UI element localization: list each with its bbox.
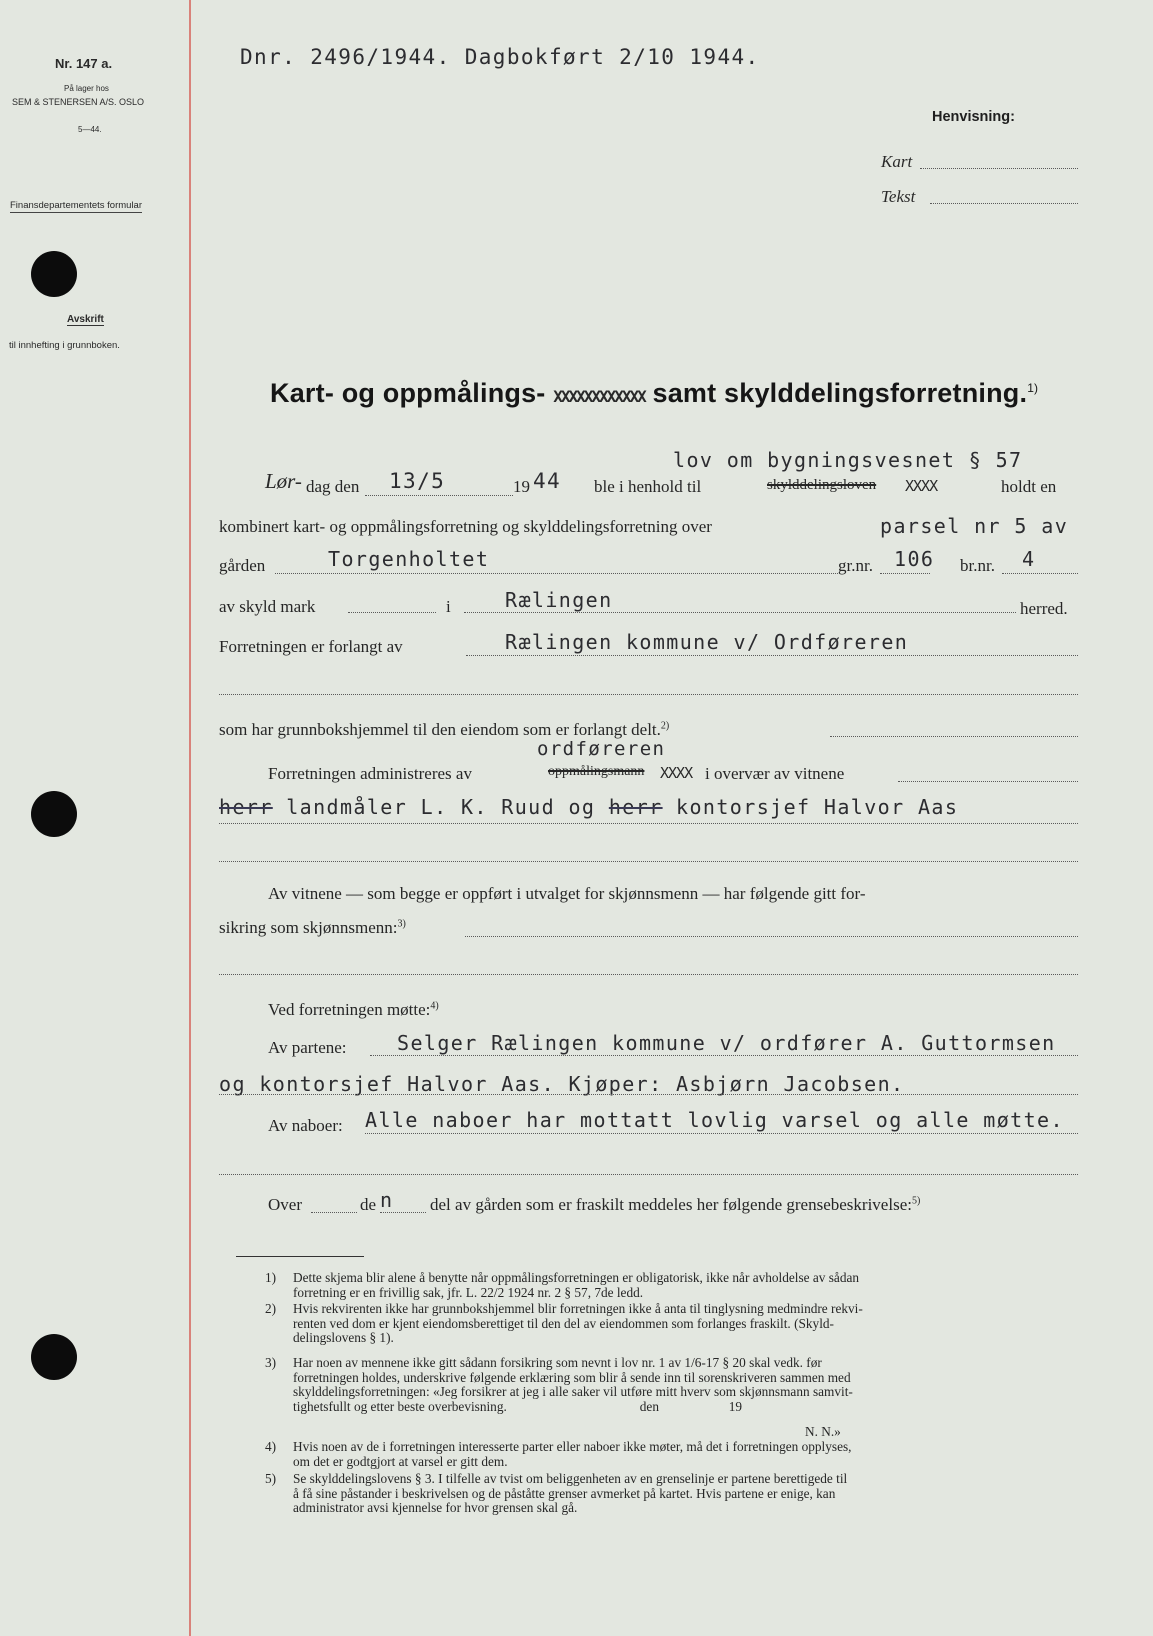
- mott-label-body: Ved forretningen møtte:: [268, 1000, 431, 1019]
- footnote-line: Se skylddelingslovens § 3. I tilfelle av tvist om beliggenheten av en grenselinje er partene berettigede til: [293, 1471, 848, 1486]
- grense-footnote-mark: 5): [911, 1195, 921, 1207]
- witness-line2: [219, 823, 1078, 824]
- footnote-line: om det er godtgjort at varsel er gitt dem.: [293, 1453, 508, 1469]
- brnr-line: [1002, 573, 1078, 574]
- law-insert: lov om bygningsvesnet § 57: [673, 448, 1023, 472]
- title-part1: Kart- og oppmålings-: [270, 378, 546, 408]
- footnote-line: administrator avsi kjennelse for hvor grensen skal gå.: [293, 1500, 578, 1515]
- footnote-line: delingslovens § 1).: [293, 1330, 394, 1345]
- requested-by: Rælingen kommune v/ Ordføreren: [505, 630, 909, 654]
- holdt-en-label: holdt en: [1001, 477, 1057, 496]
- witness-struck2: herr: [608, 795, 663, 819]
- witness-line3: [219, 861, 1078, 862]
- year-prefix: 19: [513, 477, 530, 496]
- date-value: 13/5: [389, 469, 446, 493]
- requested-line: [466, 655, 1078, 656]
- witness-label: i overvær av vitnene: [705, 764, 845, 783]
- footnote-line: forretningen holdes, underskrive følgende erklæring som blir å sende inn til sorenskriveren sammen med: [293, 1369, 851, 1385]
- title-struck: XXXXXXXXXXXX: [553, 387, 645, 406]
- grense-text-body: del av gården som er fraskilt meddeles her følgende grensebeskrivelse:: [430, 1195, 912, 1214]
- kombinert-text: kombinert kart- og oppmålingsforretning og skylddelingsforretning over: [219, 517, 712, 536]
- footnote-2: [265, 1302, 1085, 1346]
- naboer-label: Av naboer:: [268, 1116, 343, 1135]
- registry-line: Dnr. 2496/1944. Dagbokført 2/10 1944.: [240, 45, 760, 69]
- vitnene-blank-line: [219, 974, 1078, 975]
- publisher-line1: På lager hos: [64, 84, 109, 93]
- brnr-label: br.nr.: [960, 556, 995, 575]
- brnr-value: 4: [1022, 547, 1036, 571]
- footnote-line: å få sine påstander i beskrivelsen og de påståtte grenser avmerket på kartet. Hvis partene er enige, kan: [293, 1485, 836, 1501]
- mott-footnote-mark: 4): [430, 1000, 439, 1012]
- den-hand: n: [380, 1188, 394, 1212]
- footnote-1: [265, 1271, 1085, 1300]
- partene-label: Av partene:: [268, 1038, 347, 1057]
- footnote-4: [265, 1440, 1085, 1469]
- text-label: Tekst: [881, 187, 916, 206]
- admin-label: Forretningen administreres av: [268, 764, 472, 783]
- den-label: de: [360, 1195, 377, 1214]
- punch-hole: [31, 251, 77, 297]
- hjemmel-footnote-mark: 2): [660, 720, 670, 732]
- footnote-nn: N. N.»: [805, 1424, 841, 1439]
- naboer-value: Alle naboer har mottatt lovlig varsel og alle møtte.: [365, 1108, 1064, 1132]
- herred-label: herred.: [1020, 599, 1068, 618]
- over-label: Over: [268, 1195, 302, 1214]
- punch-hole: [31, 791, 77, 837]
- footnote-line: skylddelingsforretningen: «Jeg forsikrer at jeg i alle saker vil utføre mitt hverv som skjønnsmann samvit-: [293, 1384, 853, 1399]
- vitnene-line: [465, 936, 1078, 937]
- footnote-mark: 5): [265, 1471, 277, 1486]
- grnr-label: gr.nr.: [838, 556, 873, 575]
- copy-purpose: til innhefting i grunnboken.: [9, 340, 120, 351]
- title-part2: samt skylddelingsforretning.: [652, 378, 1028, 408]
- footnote-line: renten ved dom er kjent eiendomsberettiget til den del av eiendommen som forlanges fraskilt. (Skyld-: [293, 1315, 834, 1331]
- i-label: i: [446, 597, 451, 616]
- form-date: 5—44.: [78, 125, 102, 134]
- punch-hole: [31, 1334, 77, 1380]
- witness-1: landmåler L. K. Ruud og: [286, 795, 596, 819]
- form-number: Nr. 147 a.: [55, 56, 113, 71]
- footnote-separator: [236, 1256, 364, 1257]
- vitnene-line2: [219, 918, 406, 938]
- margin-rule: [189, 0, 191, 1636]
- map-label: Kart: [881, 152, 913, 171]
- publisher-line2: SEM & STENERSEN A/S. OSLO: [12, 97, 145, 107]
- partene-1: Selger Rælingen kommune v/ ordfører A. Guttormsen: [397, 1031, 1056, 1055]
- footnote-3: [265, 1356, 1085, 1414]
- date-line: [365, 495, 513, 496]
- footnote-mark: 1): [265, 1270, 277, 1285]
- municipality-line: [464, 612, 1016, 613]
- text-line: [930, 203, 1078, 204]
- admin-insert: ordføreren: [537, 738, 666, 760]
- grnr-value: 106: [894, 547, 935, 571]
- struck-xs: XXXX: [905, 477, 938, 495]
- naboer-line: [365, 1133, 1078, 1134]
- skyld-line: [348, 612, 436, 613]
- partene-2: og kontorsjef Halvor Aas. Kjøper: Asbjørn Jacobsen.: [219, 1072, 905, 1096]
- footnote-mark: 4): [265, 1439, 277, 1454]
- naboer-blank-line: [219, 1174, 1078, 1175]
- footnote-line: Hvis noen av de i forretningen interesserte parter eller naboer ikke møter, må det i forretningen opplyses,: [293, 1439, 852, 1454]
- witness-2: kontorsjef Halvor Aas: [676, 795, 959, 819]
- requested-label: Forretningen er forlangt av: [219, 637, 403, 656]
- witness-line: [898, 781, 1078, 782]
- vitnene-line2-body: sikring som skjønnsmenn:: [219, 918, 398, 937]
- hjemmel-text: [219, 720, 669, 740]
- hjemmel-text-body: som har grunnbokshjemmel til den eiendom som er forlangt delt.: [219, 720, 661, 739]
- henhold-label: ble i henhold til: [594, 477, 702, 496]
- parcel-value: parsel nr 5 av: [880, 514, 1069, 538]
- vitnene-line1: Av vitnene — som begge er oppført i utvalget for skjønnsmenn — har følgende gitt for-: [268, 884, 866, 903]
- hjemmel-line: [830, 736, 1078, 737]
- footnote-mark: 2): [265, 1301, 277, 1316]
- dag-den-label: dag den: [306, 477, 360, 496]
- municipality-value: Rælingen: [505, 588, 613, 612]
- witnesses-line: [219, 795, 958, 819]
- footnote-5: [265, 1472, 1085, 1516]
- over-line: [311, 1212, 357, 1213]
- year-suffix: 44: [533, 469, 562, 493]
- grnr-line: [880, 573, 930, 574]
- footnote-line: Hvis rekvirenten ikke har grunnbokshjemmel blir forretningen ikke å anta til tinglysning medmindre rekvi-: [293, 1301, 863, 1316]
- partene-line2: [219, 1094, 1078, 1095]
- ministry-label: Finansdepartementets formular: [10, 200, 143, 211]
- map-line: [920, 168, 1078, 169]
- vitnene-footnote-mark: 3): [397, 918, 406, 930]
- den-line: [380, 1212, 426, 1213]
- grense-text: [430, 1195, 920, 1215]
- footnote-line: tighetsfullt og etter beste overbevisning. den 19: [293, 1398, 743, 1414]
- footnote-line: Dette skjema blir alene å benytte når oppmålingsforretningen er obligatorisk, ikke når avholdelse av sådan: [293, 1270, 860, 1285]
- garden-name: Torgenholtet: [328, 547, 490, 571]
- skyld-label: av skyld mark: [219, 597, 316, 616]
- reference-heading: Henvisning:: [932, 109, 1015, 125]
- weekday: Lør-: [265, 469, 302, 493]
- garden-label: gården: [219, 556, 266, 575]
- witness-struck1: herr: [219, 795, 273, 819]
- mott-label: [268, 1000, 439, 1020]
- partene-line: [370, 1055, 1078, 1056]
- document-title: [270, 378, 1038, 409]
- garden-line: [275, 573, 838, 574]
- footnote-mark: 3): [265, 1355, 277, 1370]
- admin-struck: oppmålingsmann: [548, 764, 645, 779]
- blank-line: [219, 694, 1078, 695]
- footnote-line: forretning er en frivillig sak, jfr. L. 22/2 1924 nr. 2 § 57, 7de ledd.: [293, 1284, 644, 1300]
- title-footnote-mark: 1): [1027, 381, 1039, 395]
- admin-xs: XXXX: [660, 764, 693, 782]
- struck-law: skylddelingsloven: [767, 477, 877, 493]
- copy-label: Avskrift: [67, 314, 104, 325]
- footnote-line: Har noen av mennene ikke gitt sådann forsikring som nevnt i lov nr. 1 av 1/6-17 § 20 skal vedk. før: [293, 1355, 822, 1370]
